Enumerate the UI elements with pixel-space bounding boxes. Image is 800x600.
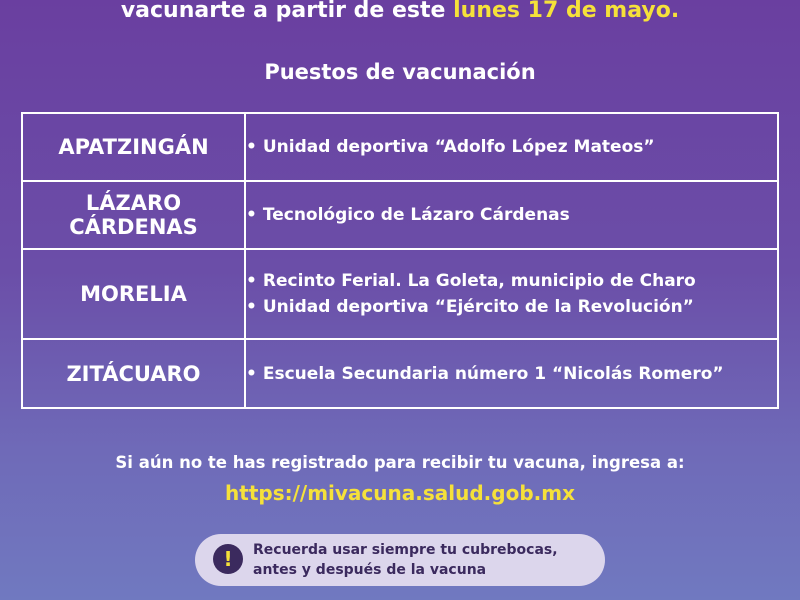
city-cell bbox=[22, 249, 245, 339]
reminder-pill bbox=[195, 534, 605, 586]
headline-date: lunes 17 de mayo. bbox=[453, 0, 680, 23]
place-name: Unidad deportiva “Adolfo López Mateos” bbox=[262, 137, 655, 157]
list-item bbox=[246, 202, 777, 228]
bullet-icon: • bbox=[246, 271, 257, 291]
list-item bbox=[246, 134, 777, 160]
list-item bbox=[246, 361, 777, 387]
city-name: LÁZARO bbox=[85, 191, 182, 215]
headline-text: vacunarte a partir de este bbox=[120, 0, 446, 23]
places-cell bbox=[245, 113, 778, 181]
table-row bbox=[22, 249, 778, 339]
vaccination-sites-table bbox=[21, 112, 779, 409]
city-name: MORELIA bbox=[80, 282, 187, 306]
places-cell bbox=[245, 249, 778, 339]
place-name: Recinto Ferial. La Goleta, municipio de Charo bbox=[262, 271, 696, 291]
section-title: Puestos de vacunación bbox=[264, 60, 536, 84]
alert-icon: ! bbox=[213, 544, 243, 574]
bullet-icon: • bbox=[246, 297, 257, 317]
table-row bbox=[22, 339, 778, 408]
bullet-icon: • bbox=[246, 363, 257, 384]
city-cell bbox=[22, 339, 245, 408]
reminder-line-2: antes y después de la vacuna bbox=[253, 562, 487, 578]
reminder-line-1: Recuerda usar siempre tu cubrebocas, bbox=[253, 542, 558, 558]
bullet-icon: • bbox=[246, 205, 257, 225]
places-cell bbox=[245, 181, 778, 249]
city-cell bbox=[22, 113, 245, 181]
table-row bbox=[22, 113, 778, 181]
table-row bbox=[22, 181, 778, 249]
city-name: APATZINGÁN bbox=[58, 135, 209, 159]
place-name: Escuela Secundaria número 1 “Nicolás Romero” bbox=[262, 363, 724, 384]
registration-link[interactable]: https://mivacuna.salud.gob.mx bbox=[225, 481, 575, 505]
list-item bbox=[246, 294, 777, 320]
list-item bbox=[246, 268, 777, 294]
city-name-line2: CÁRDENAS bbox=[69, 215, 198, 239]
place-name: Tecnológico de Lázaro Cárdenas bbox=[262, 205, 570, 225]
reminder-text bbox=[253, 540, 558, 580]
headline bbox=[0, 0, 800, 28]
register-text: Si aún no te has registrado para recibir tu vacuna, ingresa a: bbox=[115, 453, 685, 472]
bullet-icon: • bbox=[246, 137, 257, 157]
city-cell bbox=[22, 181, 245, 249]
places-cell bbox=[245, 339, 778, 408]
city-name: ZITÁCUARO bbox=[66, 361, 201, 386]
place-name: Unidad deportiva “Ejército de la Revolución” bbox=[262, 297, 694, 317]
